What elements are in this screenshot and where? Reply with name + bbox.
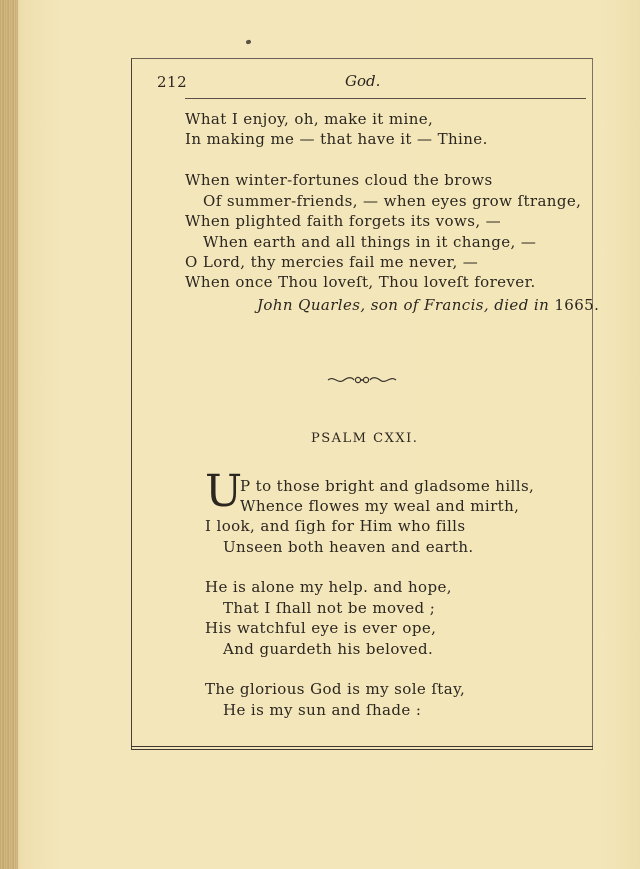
- poem-line: His watchful eye is ever ope,: [205, 619, 437, 637]
- header-rule: [185, 98, 586, 99]
- poem-line: When winter-fortunes cloud the brows: [185, 171, 493, 189]
- poem-line: In making me — that have it — Thine.: [185, 130, 488, 148]
- ornament-divider-icon: [326, 373, 398, 387]
- book-spine-shadow: [0, 0, 18, 869]
- poem-line: Whence flowes my weal and mirth,: [240, 497, 520, 515]
- running-title: God.: [345, 72, 381, 90]
- attribution: [257, 296, 599, 314]
- ink-speck: [245, 39, 251, 44]
- poem-line: When earth and all things in it change, —: [203, 233, 537, 251]
- poem-line: When once Thou loveſt, Thou loveſt forever.: [185, 273, 536, 291]
- frame-bottom-rule-double: [131, 749, 593, 750]
- poem-line: I look, and ſigh for Him who fills: [205, 517, 466, 535]
- poem-line: What I enjoy, oh, make it mine,: [185, 110, 434, 128]
- poem-line: That I ſhall not be moved ;: [223, 599, 436, 617]
- poem-line: O Lord, thy mercies fail me never, —: [185, 253, 479, 271]
- poem-line: P to those bright and gladsome hills,: [240, 477, 535, 495]
- poem-line: He is alone my help. and hope,: [205, 578, 452, 596]
- poem-line: Of summer-friends, — when eyes grow ſtrange,: [203, 192, 582, 210]
- attribution-year: 1665.: [554, 296, 600, 314]
- attribution-text: John Quarles, son of Francis, died in: [257, 296, 550, 314]
- poem-line: He is my sun and ſhade :: [223, 701, 422, 719]
- frame-bottom-rule: [131, 746, 593, 747]
- poem-line: When plighted faith forgets its vows, —: [185, 212, 502, 230]
- page-number: 212: [157, 73, 188, 91]
- poem-line: Unseen both heaven and earth.: [223, 538, 474, 556]
- poem-line: The glorious God is my sole ſtay,: [205, 680, 466, 698]
- poem-line: And guardeth his beloved.: [223, 640, 434, 658]
- psalm-title: PSALM CXXI.: [311, 431, 419, 446]
- drop-cap: U: [205, 466, 243, 517]
